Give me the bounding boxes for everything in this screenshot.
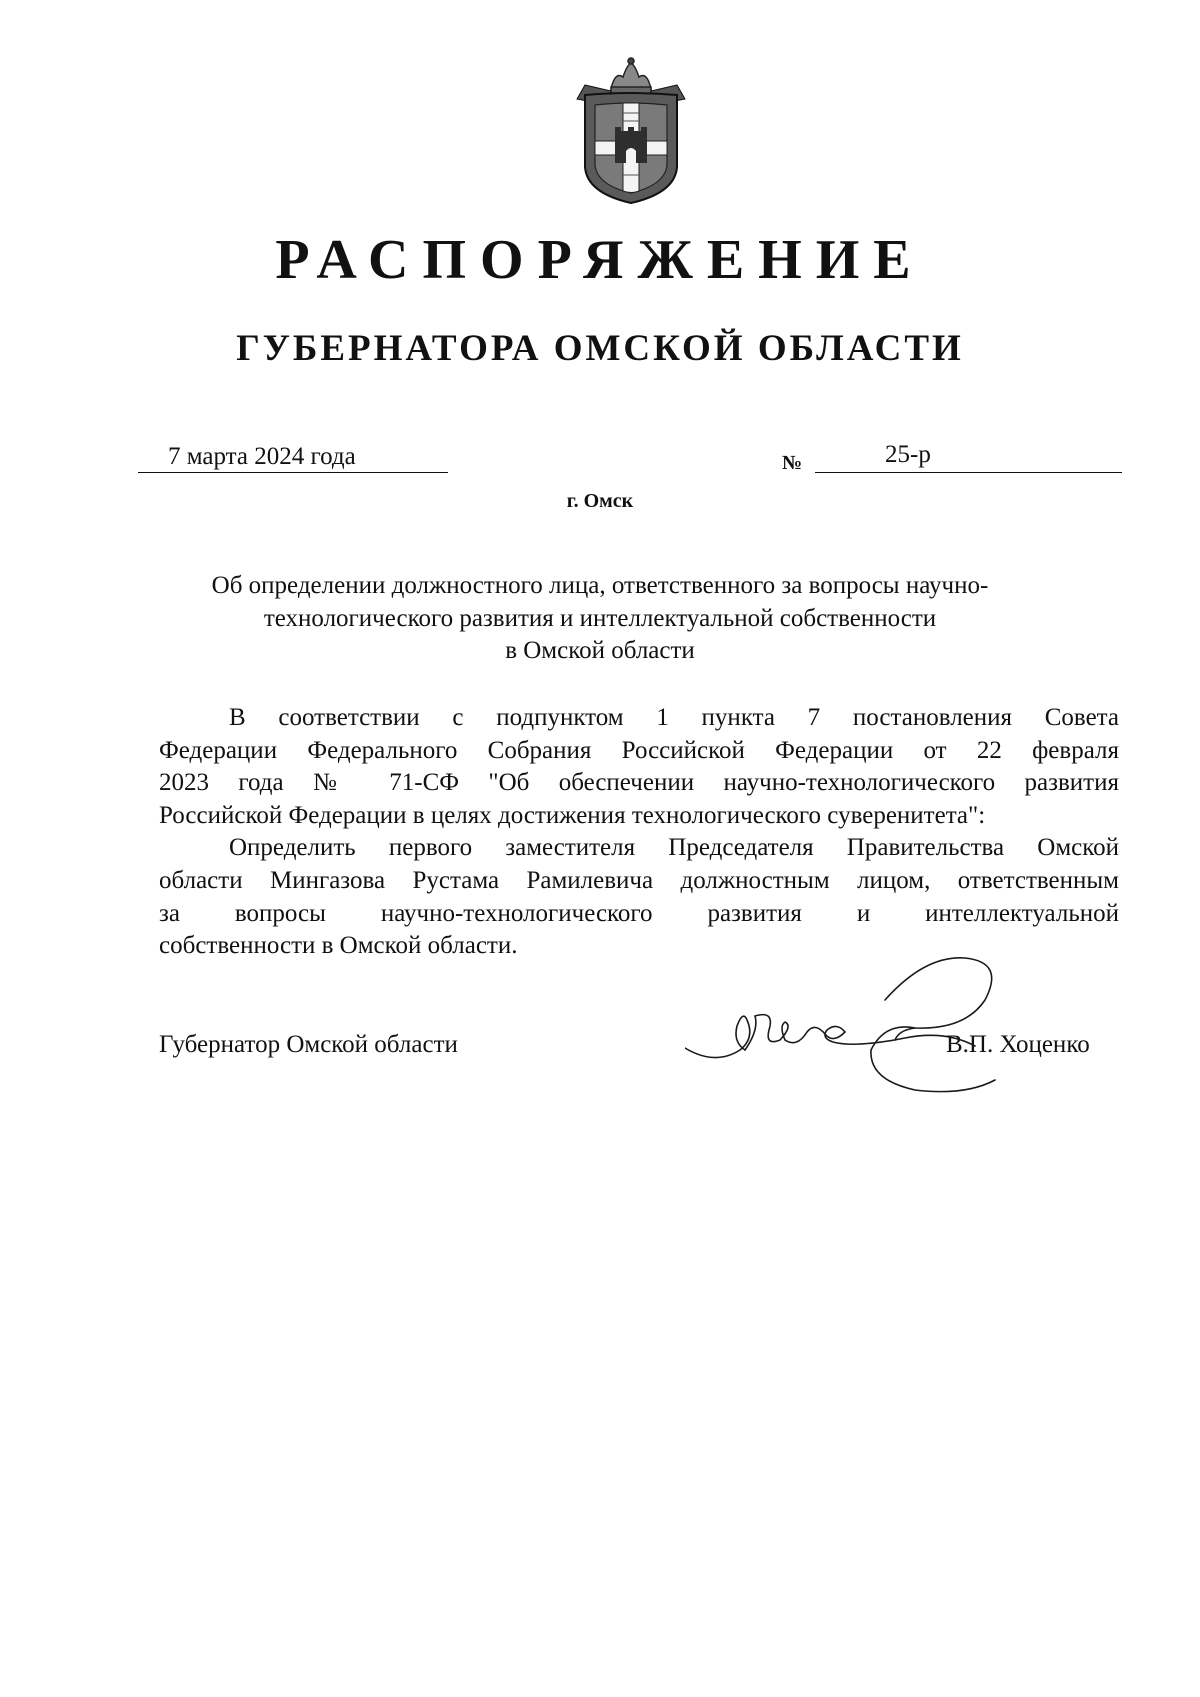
signatory-position: Губернатор Омской области	[159, 1031, 458, 1058]
issuer-title: ГУБЕРНАТОРА ОМСКОЙ ОБЛАСТИ	[236, 328, 964, 369]
document-subject	[150, 570, 1050, 668]
document-type-title: РАСПОРЯЖЕНИЕ	[275, 229, 925, 291]
number-sign: №	[782, 452, 803, 474]
document-date: 7 марта 2024 года	[168, 443, 356, 470]
date-field	[138, 440, 448, 473]
body-line: Определить первого заместителя Председателя Правительства Омской	[229, 834, 1119, 862]
body-line: Федерации Федерального Собрания Российской Федерации от 22 февраля	[159, 736, 1119, 764]
city-label: г. Омск	[566, 490, 634, 512]
body-line: области Мингазова Рустама Рамилевича должностным лицом, ответственным	[159, 866, 1119, 894]
body-line: за вопросы научно-технологического развития и интеллектуальной	[159, 899, 1119, 927]
body-line: Российской Федерации в целях достижения технологического суверенитета":	[159, 801, 986, 829]
coat-of-arms-icon	[570, 55, 692, 205]
body-line: 2023 года № 71-СФ "Об обеспечении научно-технологического развития	[159, 769, 1119, 797]
subject-line: технологического развития и интеллектуальной собственности	[263, 604, 937, 632]
document-number: 25-р	[885, 441, 931, 468]
subject-line: Об определении должностного лица, ответственного за вопросы научно-	[211, 572, 989, 599]
body-line: собственности в Омской области.	[159, 932, 518, 960]
body-line: В соответствии с подпунктом 1 пункта 7 постановления Совета	[229, 704, 1119, 731]
signatory-name: В.П. Хоценко	[946, 1031, 1090, 1058]
number-field	[815, 440, 1122, 473]
document-body	[159, 702, 1119, 963]
subject-line: в Омской области	[505, 637, 695, 664]
handwritten-signature-icon	[685, 930, 1025, 1100]
